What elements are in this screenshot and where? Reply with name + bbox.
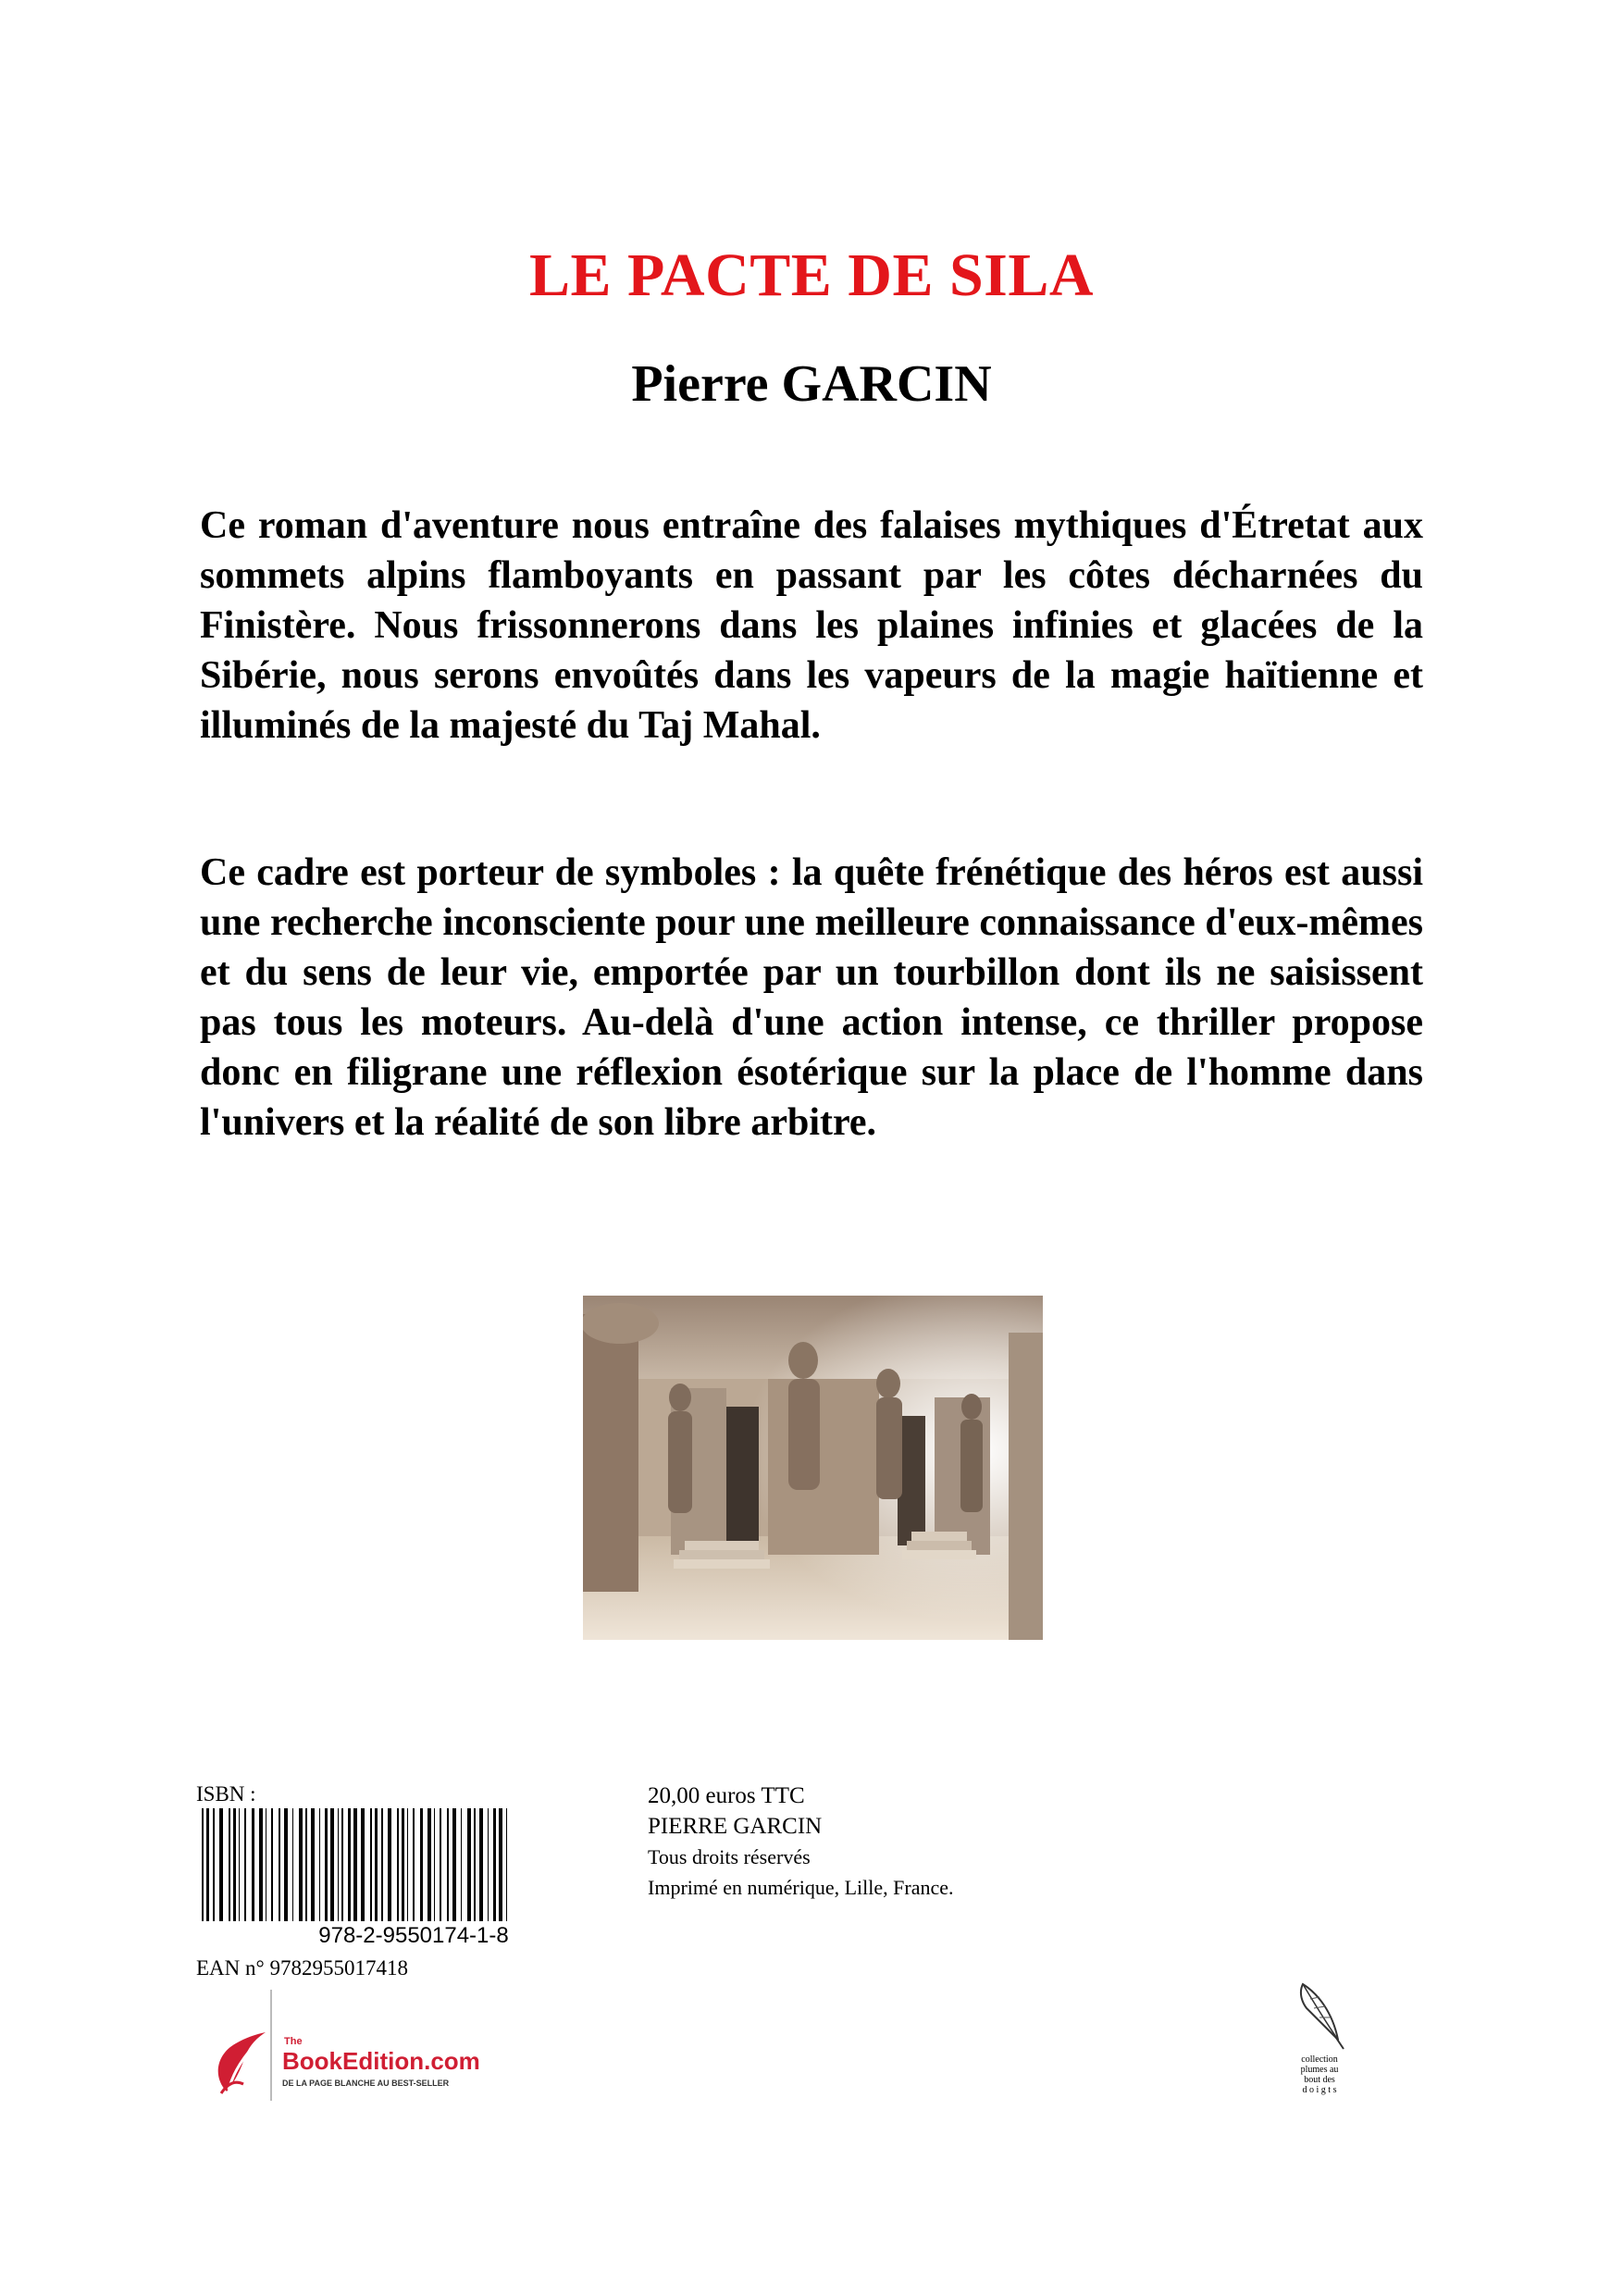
barcode-bar [219, 1808, 223, 1921]
barcode-bar [338, 1808, 339, 1921]
barcode-bar [341, 1808, 343, 1921]
barcode-bar [233, 1808, 236, 1921]
barcode-bar [506, 1808, 507, 1921]
logo-name: BookEdition.com [282, 2047, 480, 2075]
barcode-bar [252, 1808, 254, 1921]
barcode-bar [467, 1808, 471, 1921]
barcode-bar [488, 1808, 489, 1921]
barcode-bar [353, 1808, 357, 1921]
isbn-number: 978-2-9550174-1-8 [318, 1923, 509, 1948]
logo-the: The [284, 2036, 303, 2047]
cave-temple-illustration [583, 1296, 1043, 1640]
barcode-bar [202, 1808, 204, 1921]
barcode-bar [461, 1808, 462, 1921]
barcode-bar [447, 1808, 449, 1921]
collection-label [1282, 2054, 1357, 2095]
barcode-bar [413, 1808, 415, 1921]
barcode-bar [493, 1808, 496, 1921]
barcode-bar [284, 1808, 288, 1921]
book-title: LE PACTE DE SILA [528, 242, 1095, 309]
barcode-bar [440, 1808, 441, 1921]
barcode-image [200, 1808, 624, 1921]
publisher: PIERRE GARCIN [648, 1814, 823, 1839]
barcode-bar [452, 1808, 456, 1921]
barcode-bar [479, 1808, 483, 1921]
barcode-bar [388, 1808, 391, 1921]
collection-line: bout des [1304, 2075, 1335, 2085]
collection-line: collection [1301, 2054, 1338, 2065]
barcode-bar [213, 1808, 215, 1921]
isbn-label: ISBN : [196, 1782, 256, 1806]
collection-line: plumes au [1300, 2065, 1339, 2075]
collection-emblem [1282, 1980, 1357, 2101]
publication-info [648, 1781, 954, 1903]
printed-location: Imprimé en numérique, Lille, France. [648, 1876, 954, 1899]
barcode-bar [229, 1808, 230, 1921]
barcode-bar [434, 1808, 435, 1921]
barcode-bar [305, 1808, 307, 1921]
cave-temple-photo [583, 1296, 1043, 1640]
barcode-bar [361, 1808, 365, 1921]
book-author: Pierre GARCIN [631, 355, 992, 413]
barcode-bar [370, 1808, 372, 1921]
rights: Tous droits réservés [648, 1845, 811, 1868]
quill-logo-icon [208, 2027, 273, 2101]
barcode-bar [271, 1808, 273, 1921]
barcode-bar [499, 1808, 502, 1921]
barcode-bar [407, 1808, 408, 1921]
collection-line: d o i g t s [1302, 2085, 1337, 2095]
barcode-bar [375, 1808, 378, 1921]
barcode-bar [244, 1808, 246, 1921]
ean-number: EAN n° 9782955017418 [196, 1956, 408, 1980]
barcode-bar [474, 1808, 476, 1921]
summary-paragraph-1: Ce roman d'aventure nous entraîne des falaises mythiques d'Étretat aux sommets alpins flamboyants en passant par les côtes décharnées du Finistère. Nous frissonnerons dans les plaines infinies et glacées de la Sibérie, nous serons envoûtés dans les vapeurs de la magie haïtienne et illuminés de la majesté du Taj Mahal. [200, 504, 1423, 747]
barcode-bar [206, 1808, 209, 1921]
logo-tagline: DE LA PAGE BLANCHE AU BEST-SELLER [282, 2079, 450, 2088]
bookedition-logo [208, 2027, 504, 2101]
barcode-bar [279, 1808, 280, 1921]
barcode-bar [259, 1808, 263, 1921]
barcode-bar [325, 1808, 328, 1921]
price: 20,00 euros TTC [648, 1783, 805, 1808]
barcode-bar [402, 1808, 404, 1921]
barcode-bar [397, 1808, 399, 1921]
barcode-bar [420, 1808, 423, 1921]
barcode-bar [427, 1808, 431, 1921]
barcode-bar [381, 1808, 383, 1921]
barcode-bar [311, 1808, 315, 1921]
barcode-bar [239, 1808, 240, 1921]
summary-paragraph-2: Ce cadre est porteur de symboles : la quête frénétique des héros est aussi une recherche inconsciente pour une meilleure connaissance d'eux-mêmes et du sens de leur vie, emportée par un tourbillon dont ils ne saisissent pas tous les moteurs. Au-delà d'une action intense, ce thriller propose donc en filigrane une réflexion ésotérique sur la place de l'homme dans l'univers et la réalité de son libre arbitre. [200, 851, 1423, 1144]
feather-icon [1282, 1980, 1357, 2053]
barcode-bar [330, 1808, 334, 1921]
barcode-bar [292, 1808, 293, 1921]
barcode-bar [319, 1808, 320, 1921]
barcode-bar [348, 1808, 351, 1921]
barcode-bar [299, 1808, 303, 1921]
